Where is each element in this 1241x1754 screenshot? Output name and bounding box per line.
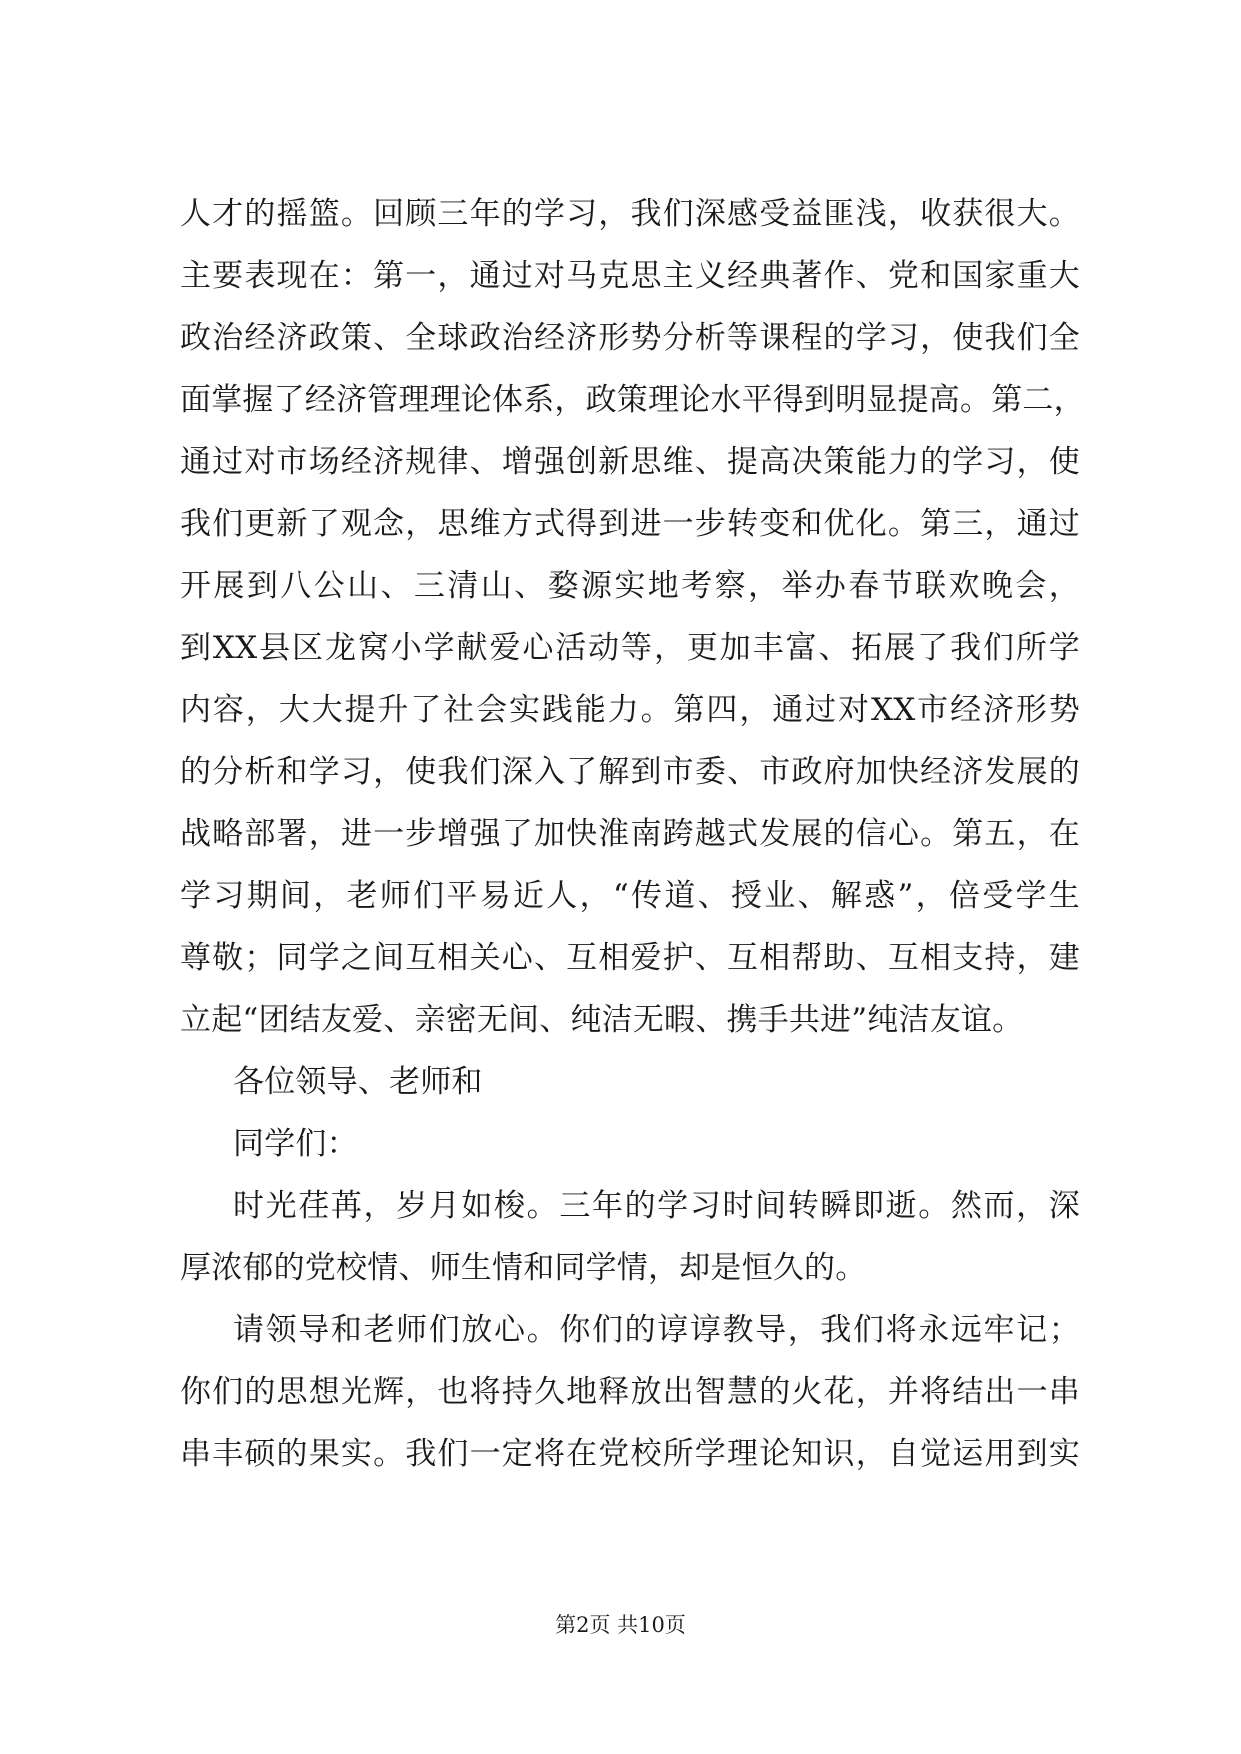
text-line: 政治经济政策、全球政治经济形势分析等课程的学习，使我们全	[180, 320, 1080, 356]
text-line: 厚浓郁的党校情、师生情和同学情，却是恒久的。	[180, 1250, 867, 1286]
text-line: 到XX县区龙窝小学献爱心活动等，更加丰富、拓展了我们所学	[180, 630, 1080, 666]
text-line: 你们的思想光辉，也将持久地释放出智慧的火花，并将结出一串	[180, 1374, 1080, 1410]
text-line: 战略部署，进一步增强了加快淮南跨越式发展的信心。第五，在	[180, 816, 1080, 852]
text-line: 面掌握了经济管理理论体系，政策理论水平得到明显提高。第二，	[180, 382, 1085, 418]
text-line: 学习期间，老师们平易近人，“传道、授业、解惑”，倍受学生	[180, 878, 1080, 914]
page-footer: 第2页 共10页	[555, 1613, 686, 1637]
text-line: 立起“团结友爱、亲密无间、纯洁无暇、携手共进”纯洁友谊。	[180, 1002, 1024, 1038]
text-line: 通过对市场经济规律、增强创新思维、提高决策能力的学习，使	[180, 444, 1080, 480]
body-text	[180, 183, 1085, 1485]
text-line: 主要表现在：第一，通过对马克思主义经典著作、党和国家重大	[180, 258, 1080, 294]
salutation-line: 同学们：	[233, 1126, 358, 1162]
salutation-line: 各位领导、老师和	[233, 1064, 483, 1100]
text-line: 内容，大大提升了社会实践能力。第四，通过对XX市经济形势	[180, 692, 1080, 728]
text-line: 串丰硕的果实。我们一定将在党校所学理论知识，自觉运用到实	[180, 1436, 1080, 1472]
text-line: 请领导和老师们放心。你们的谆谆教导，我们将永远牢记；	[233, 1312, 1080, 1348]
text-line: 时光荏苒，岁月如梭。三年的学习时间转瞬即逝。然而，深	[233, 1188, 1080, 1224]
text-line: 我们更新了观念，思维方式得到进一步转变和优化。第三，通过	[180, 506, 1080, 542]
text-line: 的分析和学习，使我们深入了解到市委、市政府加快经济发展的	[180, 754, 1080, 790]
text-line: 开展到八公山、三清山、婺源实地考察，举办春节联欢晚会，	[180, 568, 1080, 604]
text-line: 尊敬；同学之间互相关心、互相爱护、互相帮助、互相支持，建	[180, 940, 1080, 976]
text-line: 人才的摇篮。回顾三年的学习，我们深感受益匪浅，收获很大。	[180, 196, 1080, 232]
